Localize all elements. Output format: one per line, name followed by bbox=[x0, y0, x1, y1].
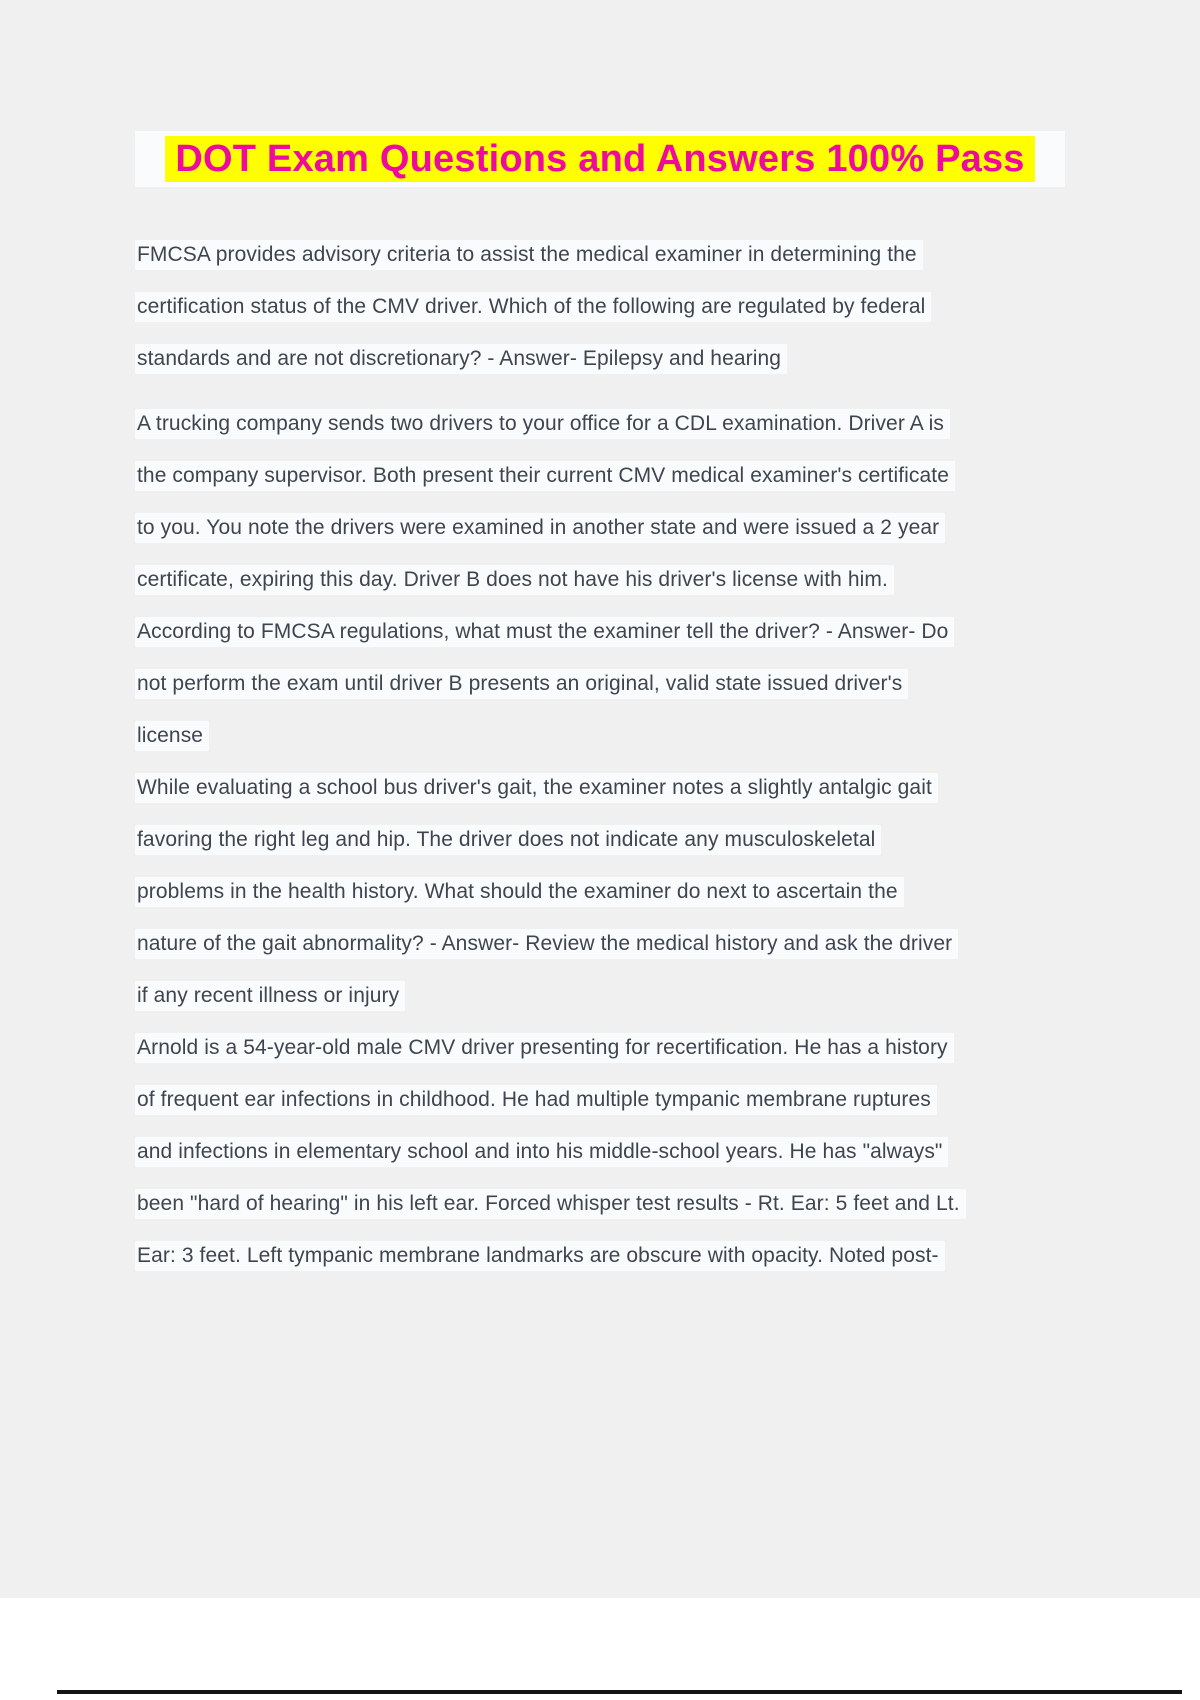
text-line bbox=[135, 918, 1110, 970]
paragraph bbox=[135, 398, 1110, 762]
text-line-content: and infections in elementary school and into his middle-school years. He has "always" bbox=[135, 1137, 948, 1167]
text-line-content: A trucking company sends two drivers to your office for a CDL examination. Driver A is bbox=[135, 409, 950, 439]
text-line-content: certificate, expiring this day. Driver B does not have his driver's license with him. bbox=[135, 565, 894, 595]
page-break-divider bbox=[57, 1690, 1182, 1694]
text-line-content: favoring the right leg and hip. The driver does not indicate any musculoskeletal bbox=[135, 825, 881, 855]
text-line bbox=[135, 606, 1110, 658]
page-title: DOT Exam Questions and Answers 100% Pass bbox=[165, 136, 1034, 182]
text-line bbox=[135, 658, 1110, 710]
text-line-content: Ear: 3 feet. Left tympanic membrane landmarks are obscure with opacity. Noted post- bbox=[135, 1241, 945, 1271]
text-line-content: the company supervisor. Both present their current CMV medical examiner's certificate bbox=[135, 461, 955, 491]
text-line bbox=[135, 398, 1110, 450]
document-body bbox=[135, 229, 1110, 1282]
text-line-content: problems in the health history. What should the examiner do next to ascertain the bbox=[135, 877, 904, 907]
text-line bbox=[135, 970, 1110, 1022]
text-line bbox=[135, 1230, 1110, 1282]
page-footer-area bbox=[0, 1598, 1200, 1700]
title-row bbox=[0, 131, 1200, 187]
text-line-content: According to FMCSA regulations, what must the examiner tell the driver? - Answer- Do bbox=[135, 617, 954, 647]
paragraph bbox=[135, 1022, 1110, 1282]
text-line bbox=[135, 1074, 1110, 1126]
text-line-content: if any recent illness or injury bbox=[135, 981, 405, 1011]
text-line-content: While evaluating a school bus driver's gait, the examiner notes a slightly antalgic gait bbox=[135, 773, 938, 803]
text-line bbox=[135, 502, 1110, 554]
text-line bbox=[135, 333, 1110, 385]
paragraph bbox=[135, 229, 1110, 385]
text-line-content: certification status of the CMV driver. Which of the following are regulated by federal bbox=[135, 292, 931, 322]
text-line-content: of frequent ear infections in childhood. He had multiple tympanic membrane ruptures bbox=[135, 1085, 937, 1115]
text-line bbox=[135, 814, 1110, 866]
paragraph bbox=[135, 762, 1110, 1022]
title-band bbox=[135, 131, 1064, 187]
text-line bbox=[135, 554, 1110, 606]
text-line bbox=[135, 1178, 1110, 1230]
text-line bbox=[135, 450, 1110, 502]
text-line-content: to you. You note the drivers were examined in another state and were issued a 2 year bbox=[135, 513, 945, 543]
text-line-content: standards and are not discretionary? - Answer- Epilepsy and hearing bbox=[135, 344, 787, 374]
text-line bbox=[135, 1126, 1110, 1178]
text-line-content: nature of the gait abnormality? - Answer- Review the medical history and ask the driver bbox=[135, 929, 958, 959]
text-line bbox=[135, 281, 1110, 333]
text-line bbox=[135, 866, 1110, 918]
text-line-content: not perform the exam until driver B presents an original, valid state issued driver's bbox=[135, 669, 908, 699]
text-line bbox=[135, 229, 1110, 281]
text-line bbox=[135, 1022, 1110, 1074]
text-line-content: license bbox=[135, 721, 209, 751]
text-line bbox=[135, 762, 1110, 814]
text-line bbox=[135, 710, 1110, 762]
text-line-content: Arnold is a 54-year-old male CMV driver presenting for recertification. He has a history bbox=[135, 1033, 954, 1063]
text-line-content: been "hard of hearing" in his left ear. Forced whisper test results - Rt. Ear: 5 feet and Lt. bbox=[135, 1189, 966, 1219]
text-line-content: FMCSA provides advisory criteria to assist the medical examiner in determining the bbox=[135, 240, 923, 270]
